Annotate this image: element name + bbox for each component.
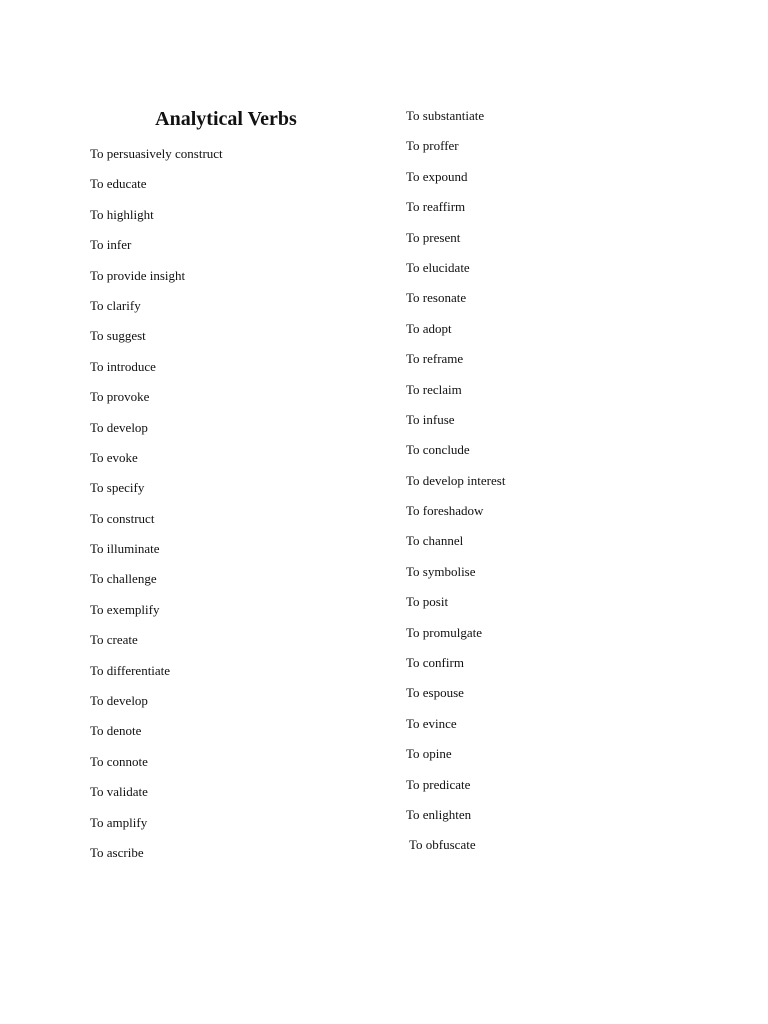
verb-item: To persuasively construct — [90, 146, 223, 161]
verb-item: To reaffirm — [406, 199, 466, 215]
verb-item: To proffer — [406, 138, 459, 154]
verb-item: To obfuscate — [409, 837, 476, 853]
verb-item: To denote — [90, 723, 142, 739]
verb-item: To enlighten — [406, 806, 472, 822]
verb-item: To ascribe — [90, 844, 144, 860]
verb-item: To symbolise — [406, 563, 476, 579]
verb-item: To introduce — [90, 358, 156, 374]
verb-item: To suggest — [90, 328, 146, 344]
verb-item: To amplify — [90, 814, 148, 830]
verb-item: To educate — [90, 176, 147, 192]
verb-item: To confirm — [406, 655, 464, 671]
verb-item: To infer — [90, 237, 132, 253]
verb-item: To clarify — [90, 297, 141, 313]
verb-item: To construct — [90, 510, 155, 526]
verb-item: To develop — [90, 419, 148, 435]
verb-item: To differentiate — [90, 662, 171, 678]
verb-item: To illuminate — [90, 541, 160, 557]
verb-item: To validate — [90, 784, 148, 800]
verb-item: To predicate — [406, 776, 471, 792]
verb-item: To present — [406, 229, 461, 245]
verb-item: To promulgate — [406, 624, 482, 640]
verb-item: To foreshadow — [406, 503, 484, 519]
verb-item: To infuse — [406, 411, 455, 427]
verb-item: To challenge — [90, 571, 157, 587]
left-verb-list — [90, 145, 380, 874]
verb-item: To expound — [406, 168, 468, 184]
right-verb-list — [406, 107, 706, 867]
verb-item: To elucidate — [406, 259, 470, 275]
verb-item: To substantiate — [406, 108, 485, 123]
verb-item: To develop interest — [406, 472, 506, 488]
verb-item: To create — [90, 632, 138, 648]
verb-item: To adopt — [406, 320, 452, 336]
verb-item: To provoke — [90, 389, 150, 405]
verb-item: To provide insight — [90, 267, 186, 283]
verb-item: To espouse — [406, 685, 464, 701]
verb-item: To opine — [406, 746, 452, 762]
verb-item: To resonate — [406, 290, 467, 306]
verb-item: To develop — [90, 693, 148, 709]
verb-item: To reclaim — [406, 381, 462, 397]
verb-item: To connote — [90, 753, 148, 769]
verb-item: To evince — [406, 715, 457, 731]
verb-item: To evoke — [90, 449, 138, 465]
verb-item: To conclude — [406, 442, 470, 458]
verb-item: To reframe — [406, 351, 464, 367]
verb-item: To specify — [90, 480, 145, 496]
verb-item: To exemplify — [90, 601, 160, 617]
verb-item: To highlight — [90, 206, 154, 222]
verb-item: To posit — [406, 594, 449, 610]
page-title: Analytical Verbs — [155, 108, 297, 130]
verb-item: To channel — [406, 533, 464, 549]
